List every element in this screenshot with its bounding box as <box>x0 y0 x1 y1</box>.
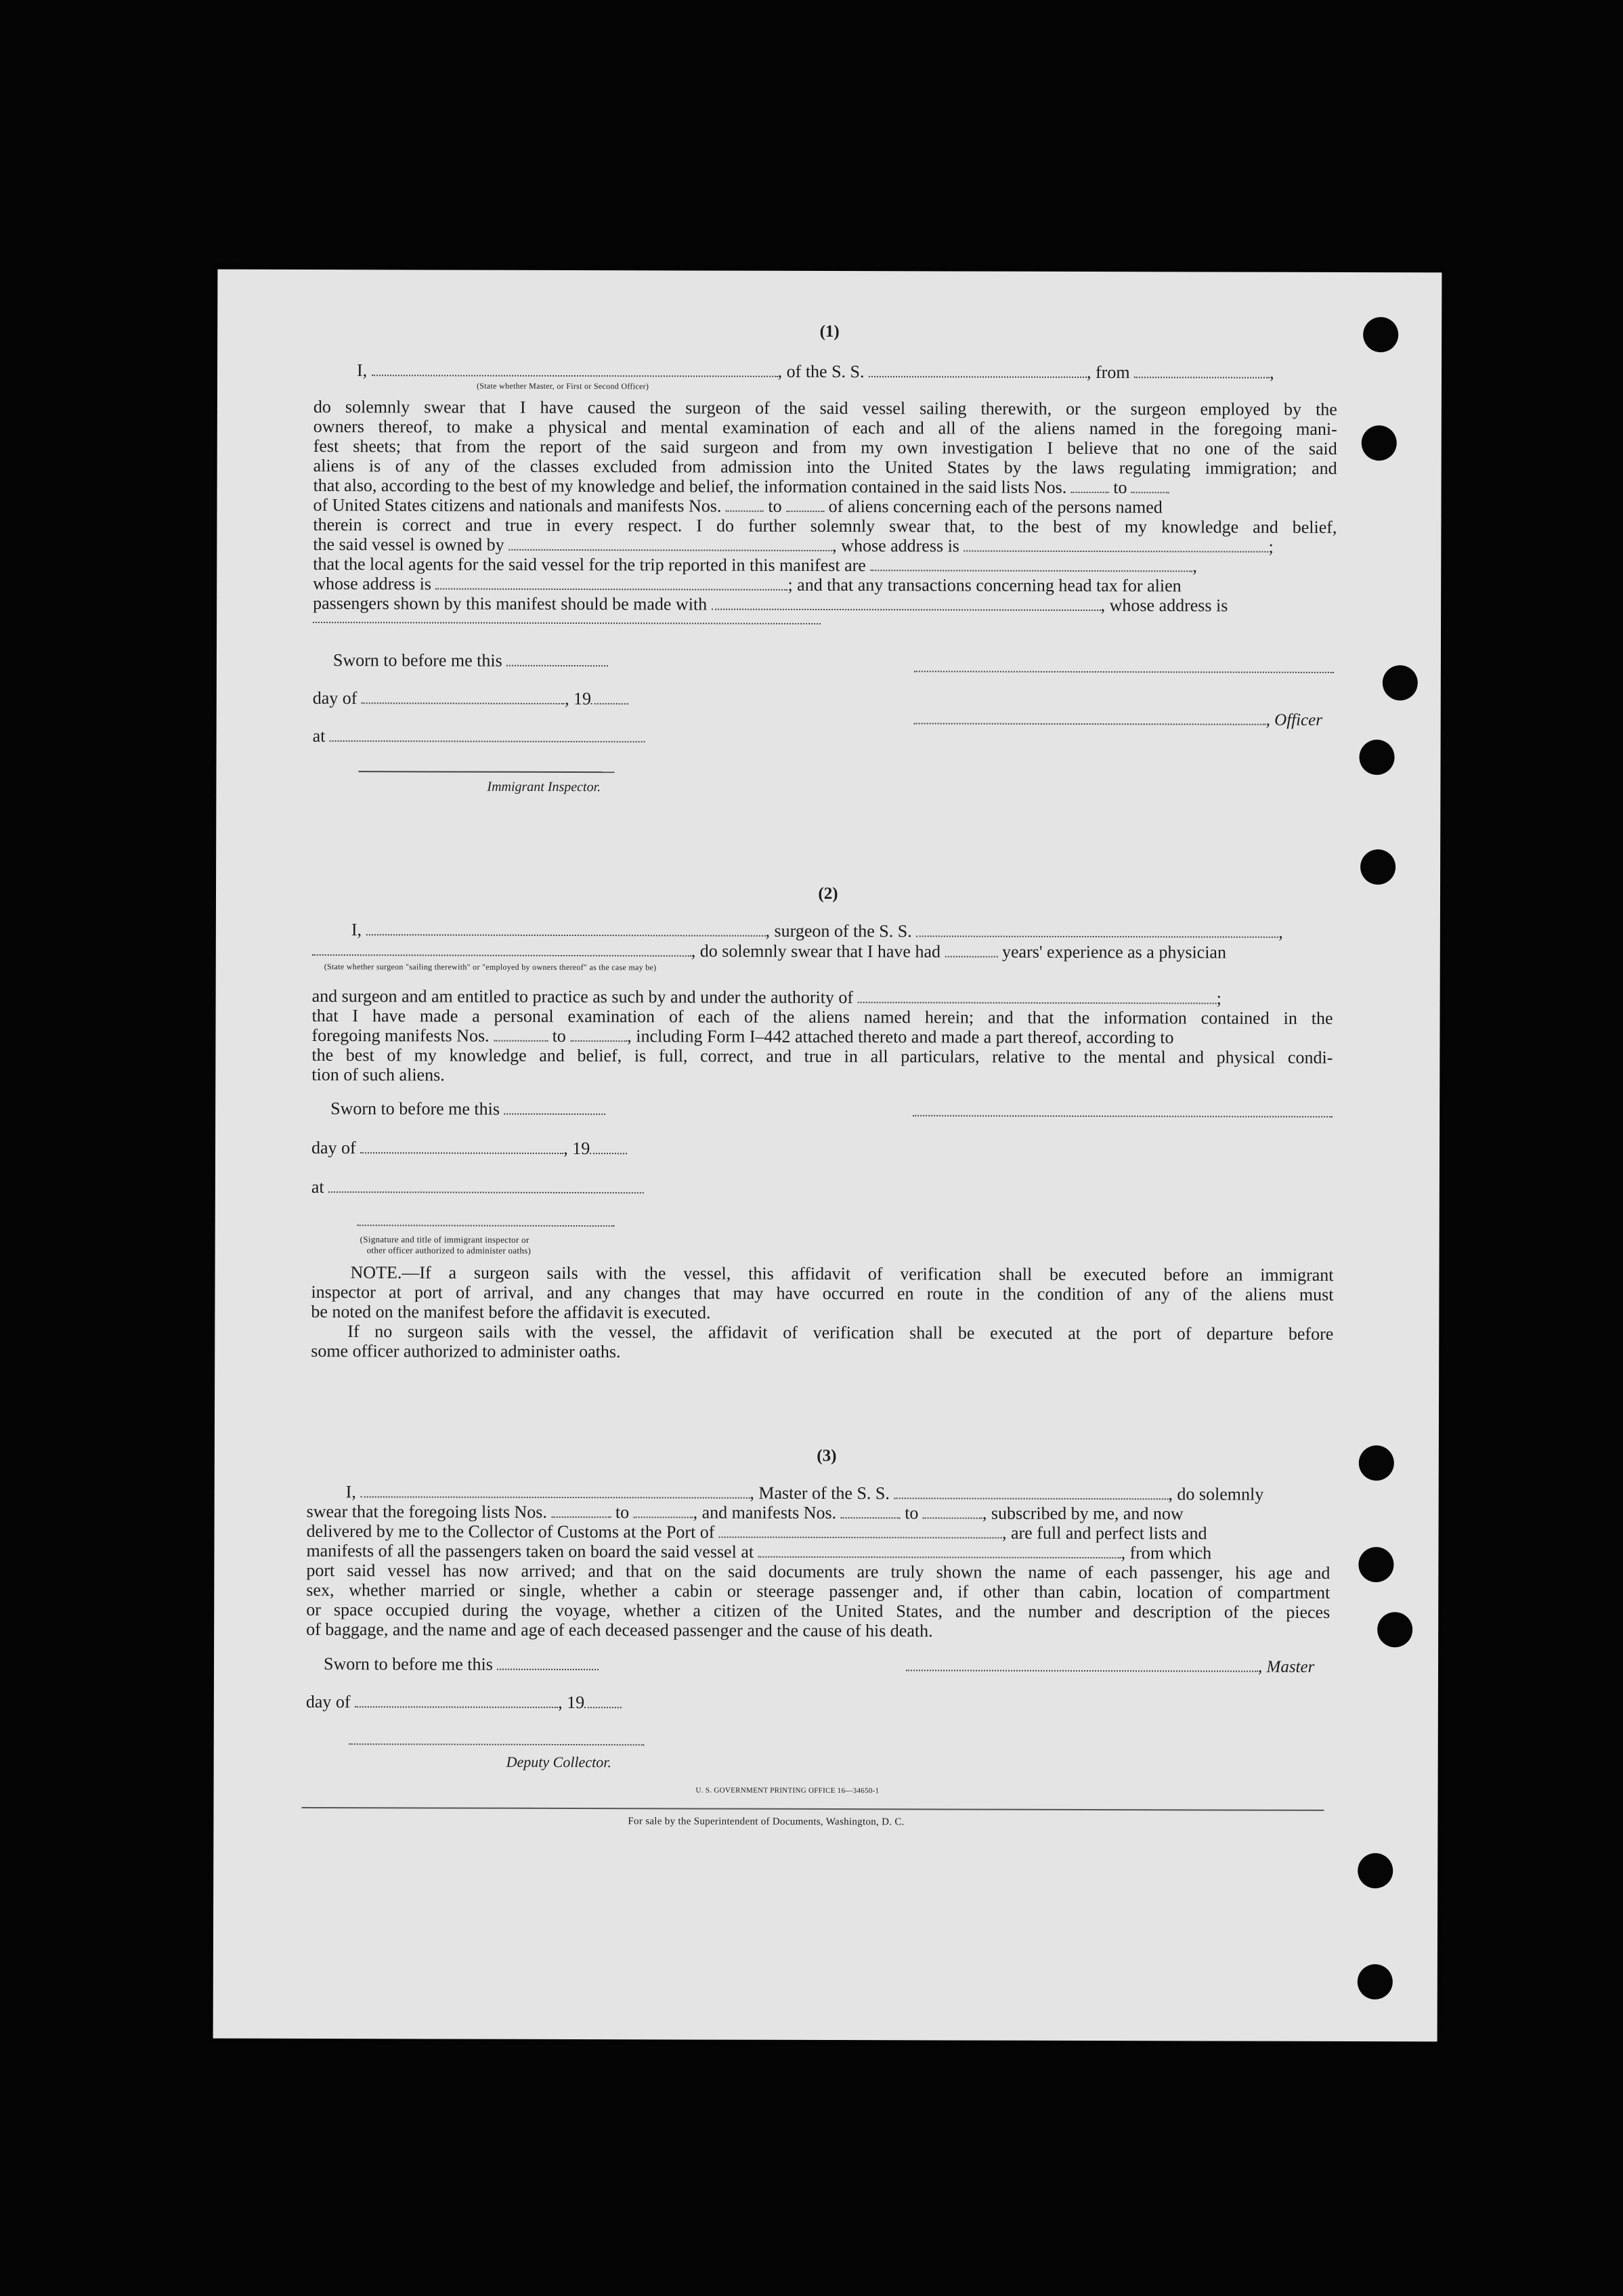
at-line-2 <box>311 1177 644 1197</box>
note-line: NOTE.—If a surgeon sails with the vessel, this affidavit of verification shall be executed before an immigrant <box>350 1262 1334 1285</box>
year-prefix: , 19 <box>564 688 592 709</box>
label-to: to <box>905 1503 919 1523</box>
manifests-to-field[interactable] <box>570 1027 627 1042</box>
manifests-to-field[interactable] <box>923 1504 982 1518</box>
officer-label: , Officer <box>1265 710 1323 729</box>
month-field[interactable] <box>360 1139 563 1154</box>
label-to: to <box>615 1502 630 1523</box>
signature-caption-line-2: other officer authorized to administer oaths) <box>366 1245 532 1256</box>
master-of-label: , Master of the S. S. <box>750 1483 890 1504</box>
sworn-line-3 <box>324 1654 599 1674</box>
surgeon-of-label: , surgeon of the S. S. <box>765 920 912 941</box>
surgeon-signature-field[interactable] <box>913 1115 1333 1118</box>
do-solemnly-label: , do solemnly <box>1168 1484 1264 1504</box>
label-to: to <box>768 496 782 516</box>
section-3-line-2 <box>307 1502 1184 1523</box>
manifests-to-field[interactable] <box>786 497 824 512</box>
section-3-para-line: of baggage, and the name and age of each deceased passenger and the cause of his death. <box>306 1619 933 1641</box>
whose-address-end-text: , whose address is <box>1100 595 1228 616</box>
immigrant-inspector-caption: Immigrant Inspector. <box>487 779 601 795</box>
manifests-from-field[interactable] <box>726 497 764 512</box>
authority-field[interactable] <box>858 988 1217 1004</box>
at-label: at <box>311 1177 324 1197</box>
place-field[interactable] <box>328 1178 644 1193</box>
sworn-line-1 <box>333 650 608 671</box>
note-line: some officer authorized to administer oaths. <box>311 1341 621 1362</box>
punch-hole <box>1362 425 1397 461</box>
sworn-day-field[interactable] <box>497 1655 599 1670</box>
punch-hole <box>1358 1547 1393 1582</box>
note-line: be noted on the manifest before the affidavit is executed. <box>311 1302 711 1323</box>
head-tax-with-text: passengers shown by this manifest should be made with <box>313 593 708 614</box>
lists-to-field[interactable] <box>1131 478 1169 493</box>
owner-field[interactable] <box>508 536 832 551</box>
vessel-name-field[interactable] <box>869 362 1087 378</box>
punch-hole <box>1358 1853 1393 1888</box>
sworn-label: Sworn to before me this <box>323 1654 493 1674</box>
whose-address-label: whose address is <box>313 574 432 594</box>
section-1-para-line: owners thereof, to make a physical and mental examination of each and all of the aliens named in the foregoing mani- <box>313 417 1337 439</box>
section-2-tion-line: tion of such aliens. <box>311 1065 445 1085</box>
label-to: to <box>1113 477 1127 498</box>
port-field[interactable] <box>719 1523 1002 1539</box>
head-tax-address-field[interactable] <box>313 622 821 624</box>
section-1-number: (1) <box>819 322 840 341</box>
surgeon-status-caption: (State whether surgeon "sailing therewith" or "employed by owners thereof" as the case may be) <box>324 962 657 973</box>
printing-office-imprint: U. S. GOVERNMENT PRINTING OFFICE 16—34650-1 <box>695 1786 880 1795</box>
section-3-line-3 <box>307 1521 1207 1543</box>
sworn-day-field[interactable] <box>506 652 608 666</box>
head-tax-party-field[interactable] <box>712 595 1101 612</box>
lists-from-field[interactable] <box>1071 478 1109 493</box>
signature-caption-line-1: (Signature and title of immigrant inspector or <box>360 1234 529 1245</box>
section-1-lists-line <box>313 475 1337 498</box>
port-label: delivered by me to the Collector of Customs at the Port of <box>306 1521 715 1542</box>
section-1 <box>217 270 1442 795</box>
punch-hole <box>1383 665 1418 700</box>
section-3-para-line: port said vessel has now arrived; and that on the said documents are truly shown the name of each passenger, his age and <box>306 1560 1330 1583</box>
whose-address-text: , whose address is <box>832 536 960 556</box>
section-1-owner-line: the said vessel is owned by , whose address is ; <box>313 534 1274 557</box>
section-1-para-line: therein is correct and true in every respect. I do further solemnly swear that, to the best of my knowledge and belief, <box>313 515 1337 537</box>
master-label: , Master <box>1257 1657 1315 1676</box>
section-2-exam-line: that I have made a personal examination of each of the aliens named herein; and that the information contained in the <box>311 1006 1333 1028</box>
sworn-line-2 <box>330 1099 605 1119</box>
manifests-label: foregoing manifests Nos. <box>311 1025 490 1046</box>
officer-line <box>914 708 1322 730</box>
day-line-1 <box>313 688 628 708</box>
section-3-line-1 <box>346 1482 1264 1504</box>
label-to: to <box>552 1025 566 1046</box>
perfect-lists-label: , are full and perfect lists and <box>1001 1523 1207 1544</box>
manifests-from-field[interactable] <box>494 1027 548 1042</box>
section-1-agents-address-line <box>313 574 1182 595</box>
lists-text: that also, according to the best of my knowledge and belief, the information contained in the said lists Nos. <box>313 475 1067 497</box>
sworn-label: Sworn to before me this <box>332 650 502 671</box>
year-field[interactable] <box>590 1139 627 1154</box>
section-1-para-line: fest sheets; that from the report of the said surgeon and from my own investigation I believe that no one of the said <box>313 436 1337 459</box>
section-2-auth-line: and surgeon and am entitled to practice as such by and under the authority of ; <box>311 986 1221 1008</box>
lists-label: swear that the foregoing lists Nos. <box>306 1501 547 1522</box>
officer-name-field[interactable] <box>372 361 778 377</box>
place-field[interactable] <box>330 727 645 742</box>
section-1-headtax-line <box>313 593 1228 616</box>
years-label: years' experience as a physician <box>1001 941 1227 962</box>
form-page <box>213 270 1442 2042</box>
surgeon-inspector-signature-field[interactable] <box>358 1225 615 1227</box>
from-which-label: , from which <box>1121 1543 1212 1563</box>
footer-rule <box>301 1807 1324 1811</box>
officer-signature-field[interactable] <box>914 709 1266 725</box>
lists-from-field[interactable] <box>551 1503 611 1518</box>
agents-text: that the local agents for the said vessel for the trip reported in this manifest are <box>313 554 866 576</box>
agents-address-field[interactable] <box>435 574 787 590</box>
embark-port-field[interactable] <box>758 1543 1121 1558</box>
section-3-line-4 <box>306 1541 1211 1562</box>
section-3-number: (3) <box>817 1446 837 1466</box>
manifests-from-field[interactable] <box>841 1504 901 1518</box>
label-of-ss: , of the S. S. <box>777 361 865 382</box>
section-3-para-line: or space occupied during the voyage, whether a citizen of the United States, and the number and description of the pieces <box>306 1599 1330 1622</box>
month-field[interactable] <box>362 689 565 704</box>
taken-on-board-label: manifests of all the passengers taken on board the said vessel at <box>306 1540 754 1562</box>
label-from: , from <box>1087 362 1130 383</box>
master-name-field[interactable] <box>360 1483 750 1499</box>
for-sale-notice: For sale by the Superintendent of Documents, Washington, D. C. <box>628 1816 905 1828</box>
subscribed-label: , subscribed by me, and now <box>982 1503 1184 1524</box>
officer-rank-caption: (State whether Master, or First or Second Officer) <box>476 381 649 391</box>
punch-hole <box>1359 740 1394 775</box>
sworn-label: Sworn to before me this <box>330 1099 500 1119</box>
master-vessel-field[interactable] <box>894 1484 1168 1500</box>
note-line: If no surgeon sails with the vessel, the affidavit of verification shall be executed at the port of departure before <box>347 1321 1334 1344</box>
section-1-manifests-line <box>313 495 1162 517</box>
section-1-para-line: do solemnly swear that I have caused the surgeon of the said vessel sailing therewith, or the surgeon employed by the <box>313 397 1337 419</box>
surgeon-vessel-field[interactable] <box>916 922 1278 937</box>
section-2-number: (2) <box>818 884 838 903</box>
section-1-para-line: aliens is of any of the classes excluded from admission into the United States by the laws regulating immigration; and <box>313 456 1337 478</box>
section-1-line-1: I, , of the S. S. , from , <box>356 360 1274 383</box>
month-field[interactable] <box>355 1693 558 1708</box>
note-line: inspector at port of arrival, and any changes that may have occurred en route in the condition of any of the aliens must <box>311 1282 1334 1304</box>
master-signature-line <box>906 1655 1314 1677</box>
punch-hole <box>1360 849 1395 885</box>
day-of-label: day of <box>312 688 358 708</box>
form-i442-text: , including Form I–442 attached thereto and made a part thereof, according to <box>627 1026 1174 1048</box>
years-field[interactable] <box>945 942 998 957</box>
surgeon-name-field[interactable] <box>366 920 766 937</box>
label-i: I, <box>345 1482 356 1502</box>
year-prefix: , 19 <box>558 1692 585 1713</box>
year-prefix: , 19 <box>563 1138 590 1159</box>
surgeon-status-field[interactable] <box>312 941 691 956</box>
aliens-concerning-text: of aliens concerning each of the persons named <box>828 496 1163 517</box>
head-tax-text: ; and that any transactions concerning head tax for alien <box>787 574 1182 596</box>
label-i: I, <box>351 920 362 940</box>
section-2-best-line: the best of my knowledge and belief, is full, correct, and true in all particulars, relative to the mental and physical condi- <box>311 1045 1333 1067</box>
label-i: I, <box>356 360 368 381</box>
section-2-line-2 <box>312 940 1226 962</box>
lists-to-field[interactable] <box>634 1503 693 1518</box>
deputy-collector-caption: Deputy Collector. <box>506 1753 611 1771</box>
day-of-label: day of <box>305 1691 351 1712</box>
inspector-signature-field[interactable] <box>358 771 614 773</box>
port-from-field[interactable] <box>1134 363 1270 379</box>
master-signature-field[interactable] <box>906 1656 1258 1672</box>
section-2-manifests-line <box>311 1025 1173 1047</box>
agents-field[interactable] <box>870 556 1192 572</box>
section-2-line-1: I, , surgeon of the S. S. , <box>351 920 1283 942</box>
punch-hole <box>1358 1964 1393 1999</box>
swear-label: , do solemnly swear that I have had <box>691 941 941 962</box>
at-line-1 <box>313 726 645 746</box>
day-of-label: day of <box>311 1138 356 1158</box>
authority-text: and surgeon and am entitled to practice as such by and under the authority of <box>311 986 854 1008</box>
owned-by-text: the said vessel is owned by <box>313 534 504 555</box>
day-line-3 <box>306 1692 622 1712</box>
punch-hole <box>1377 1612 1412 1647</box>
officer-signature-line-1[interactable] <box>914 671 1334 673</box>
manifests-text: of United States citizens and nationals and manifests Nos. <box>313 495 722 516</box>
owner-address-field[interactable] <box>964 537 1268 553</box>
section-3-para-line: sex, whether married or single, whether a cabin or steerage passenger and, if other than cabin, location of compartment <box>306 1579 1330 1602</box>
deputy-collector-signature-field[interactable] <box>349 1743 645 1745</box>
year-field[interactable] <box>584 1693 622 1708</box>
manifests-label: , and manifests Nos. <box>693 1502 837 1523</box>
at-label: at <box>312 726 326 746</box>
year-field[interactable] <box>591 689 628 704</box>
sworn-day-field[interactable] <box>504 1100 605 1115</box>
section-1-agents-line: that the local agents for the said vessel for the trip reported in this manifest are , <box>313 554 1197 576</box>
day-line-2 <box>311 1138 627 1158</box>
